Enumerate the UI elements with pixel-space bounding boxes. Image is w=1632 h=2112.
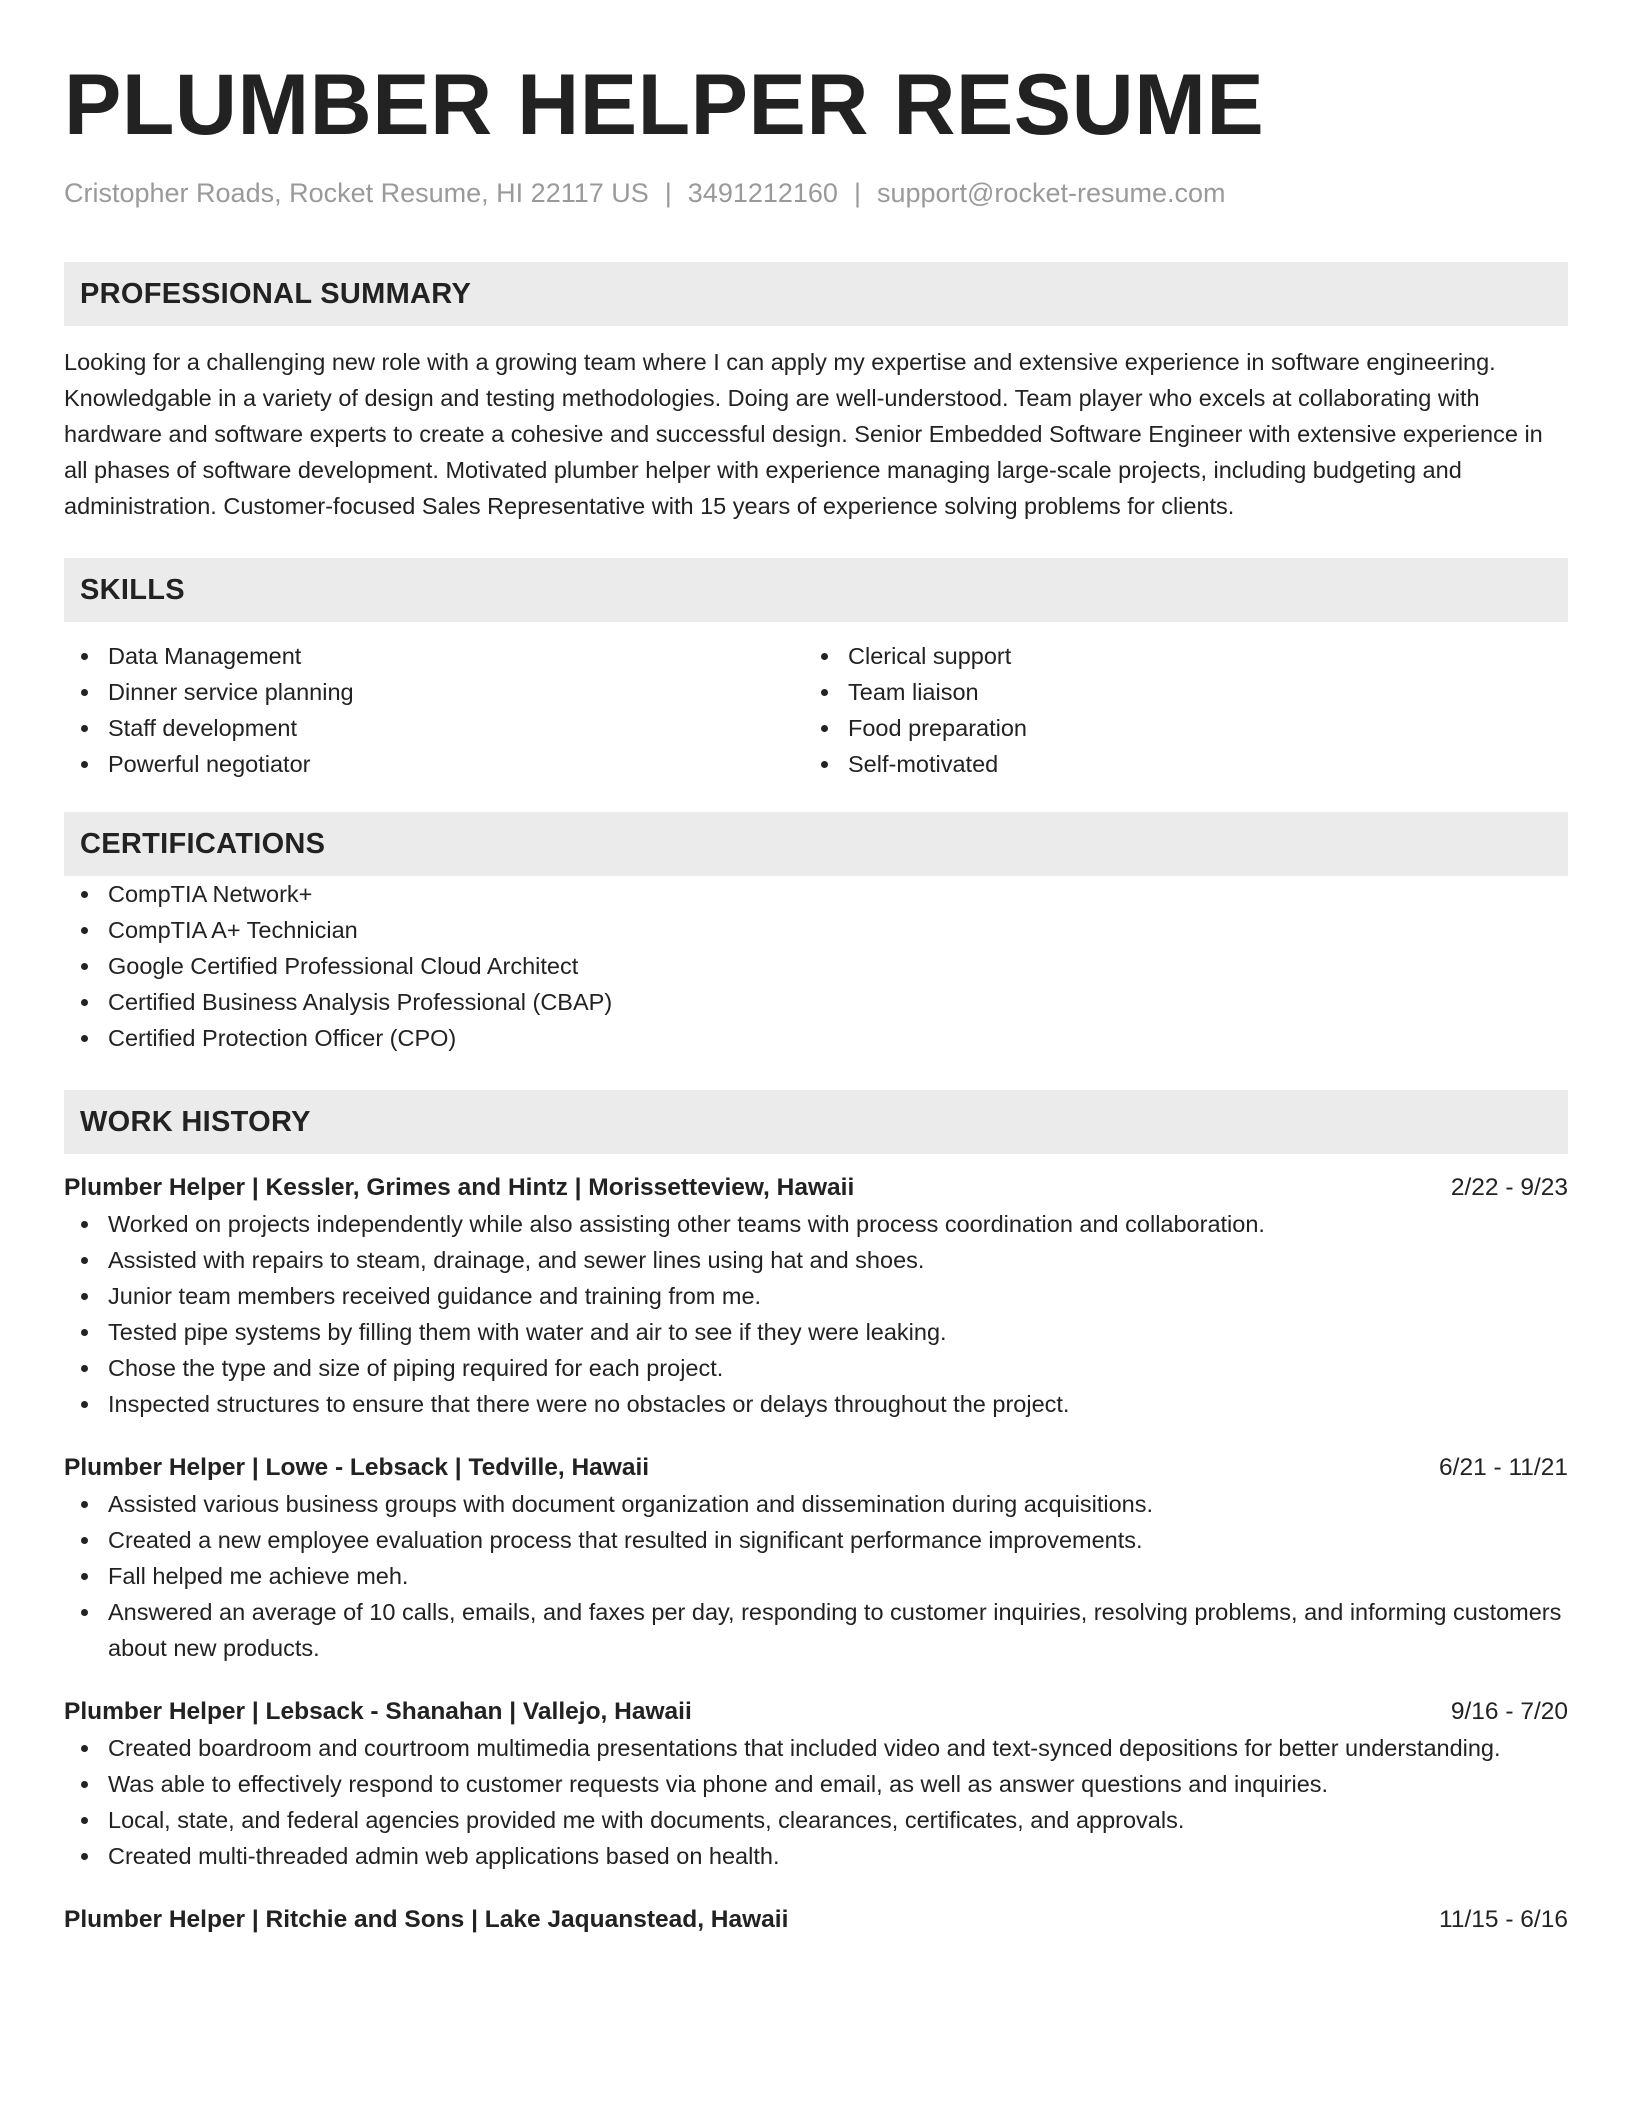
job-bullet: Created boardroom and courtroom multimedia presentations that included video and text-synced depositions for better understanding.: [64, 1730, 1568, 1766]
contact-separator: |: [853, 178, 861, 208]
job-dates: 9/16 - 7/20: [1450, 1698, 1568, 1725]
skills-column-left: [64, 638, 804, 782]
section-header-professional-summary: PROFESSIONAL SUMMARY: [64, 262, 1568, 326]
job-entry: [64, 1450, 1568, 1666]
job-bullet: Assisted with repairs to steam, drainage, and sewer lines using hat and shoes.: [64, 1242, 1568, 1278]
job-bullet: Created multi-threaded admin web applications based on health.: [64, 1838, 1568, 1874]
skills-column-right: [804, 638, 1544, 782]
skills-grid: [64, 638, 1568, 782]
summary-paragraph: Looking for a challenging new role with a growing team where I can apply my expertise and extensive experience in software engineering. Knowledgable in a variety of design and testing methodologies. Doing are well-understood. Team player who excels at collaborating with hardware and software experts to create a cohesive and successful design. Senior Embedded Software Engineer with extensive experience in all phases of software development. Motivated plumber helper with experience managing large-scale projects, including budgeting and administration. Customer-focused Sales Representative with 15 years of experience solving problems for clients.: [64, 349, 1543, 519]
section-header-skills: SKILLS: [64, 558, 1568, 622]
job-bullet: Junior team members received guidance and training from me.: [64, 1278, 1568, 1314]
job-heading-line: [64, 1694, 1568, 1730]
job-dates: 11/15 - 6/16: [1439, 1906, 1568, 1933]
certification-item: CompTIA Network+: [64, 876, 1568, 912]
certification-item: Certified Business Analysis Professional (CBAP): [64, 984, 1568, 1020]
job-title: Plumber Helper | Lowe - Lebsack | Tedville, Hawaii: [64, 1454, 650, 1481]
skill-item: Team liaison: [804, 674, 1544, 710]
job-bullet: Local, state, and federal agencies provided me with documents, clearances, certificates, and approvals.: [64, 1802, 1568, 1838]
job-bullet-list: [64, 1486, 1568, 1666]
job-bullet: Created a new employee evaluation process that resulted in significant performance improvements.: [64, 1522, 1568, 1558]
job-bullet: Was able to effectively respond to customer requests via phone and email, as well as answer questions and inquiries.: [64, 1766, 1568, 1802]
contact-phone: 3491212160: [687, 178, 838, 208]
certification-item: Certified Protection Officer (CPO): [64, 1020, 1568, 1056]
job-bullet: Chose the type and size of piping required for each project.: [64, 1350, 1568, 1386]
skill-item: Clerical support: [804, 638, 1544, 674]
resume-title: PLUMBER HELPER RESUME: [64, 57, 1265, 153]
skills-list-left: [64, 638, 804, 782]
job-title: Plumber Helper | Kessler, Grimes and Hintz | Morissetteview, Hawaii: [64, 1174, 855, 1201]
certifications-list: [64, 876, 1568, 1056]
job-title: Plumber Helper | Ritchie and Sons | Lake Jaquanstead, Hawaii: [64, 1906, 789, 1933]
skill-item: Data Management: [64, 638, 804, 674]
section-header-certifications: CERTIFICATIONS: [64, 812, 1568, 876]
job-entry: [64, 1694, 1568, 1874]
skills-list-right: [804, 638, 1544, 782]
skill-item: Food preparation: [804, 710, 1544, 746]
contact-separator: |: [664, 178, 672, 208]
job-bullet: Worked on projects independently while also assisting other teams with process coordination and collaboration.: [64, 1206, 1568, 1242]
job-heading-line: [64, 1170, 1568, 1206]
skill-item: Staff development: [64, 710, 804, 746]
contact-line: [64, 176, 1568, 210]
certification-item: CompTIA A+ Technician: [64, 912, 1568, 948]
skill-item: Self-motivated: [804, 746, 1544, 782]
job-bullet: Assisted various business groups with document organization and dissemination during acquisitions.: [64, 1486, 1568, 1522]
job-bullet: Inspected structures to ensure that there were no obstacles or delays throughout the project.: [64, 1386, 1568, 1422]
job-dates: 6/21 - 11/21: [1439, 1454, 1568, 1481]
job-title: Plumber Helper | Lebsack - Shanahan | Vallejo, Hawaii: [64, 1698, 692, 1725]
job-entry: [64, 1902, 1568, 1938]
job-heading-line: [64, 1902, 1568, 1938]
contact-address: Cristopher Roads, Rocket Resume, HI 22117 US: [64, 178, 649, 208]
section-header-work-history: WORK HISTORY: [64, 1090, 1568, 1154]
job-bullet: Fall helped me achieve meh.: [64, 1558, 1568, 1594]
job-bullet: Tested pipe systems by filling them with water and air to see if they were leaking.: [64, 1314, 1568, 1350]
job-bullet-list: [64, 1730, 1568, 1874]
skill-item: Dinner service planning: [64, 674, 804, 710]
job-heading-line: [64, 1450, 1568, 1486]
job-entry: [64, 1170, 1568, 1422]
job-dates: 2/22 - 9/23: [1450, 1174, 1568, 1201]
contact-email: support@rocket-resume.com: [876, 178, 1226, 208]
job-bullet-list: [64, 1206, 1568, 1422]
job-bullet: Answered an average of 10 calls, emails, and faxes per day, responding to customer inquiries, resolving problems, and informing customers about new products.: [64, 1594, 1568, 1666]
skill-item: Powerful negotiator: [64, 746, 804, 782]
certification-item: Google Certified Professional Cloud Architect: [64, 948, 1568, 984]
